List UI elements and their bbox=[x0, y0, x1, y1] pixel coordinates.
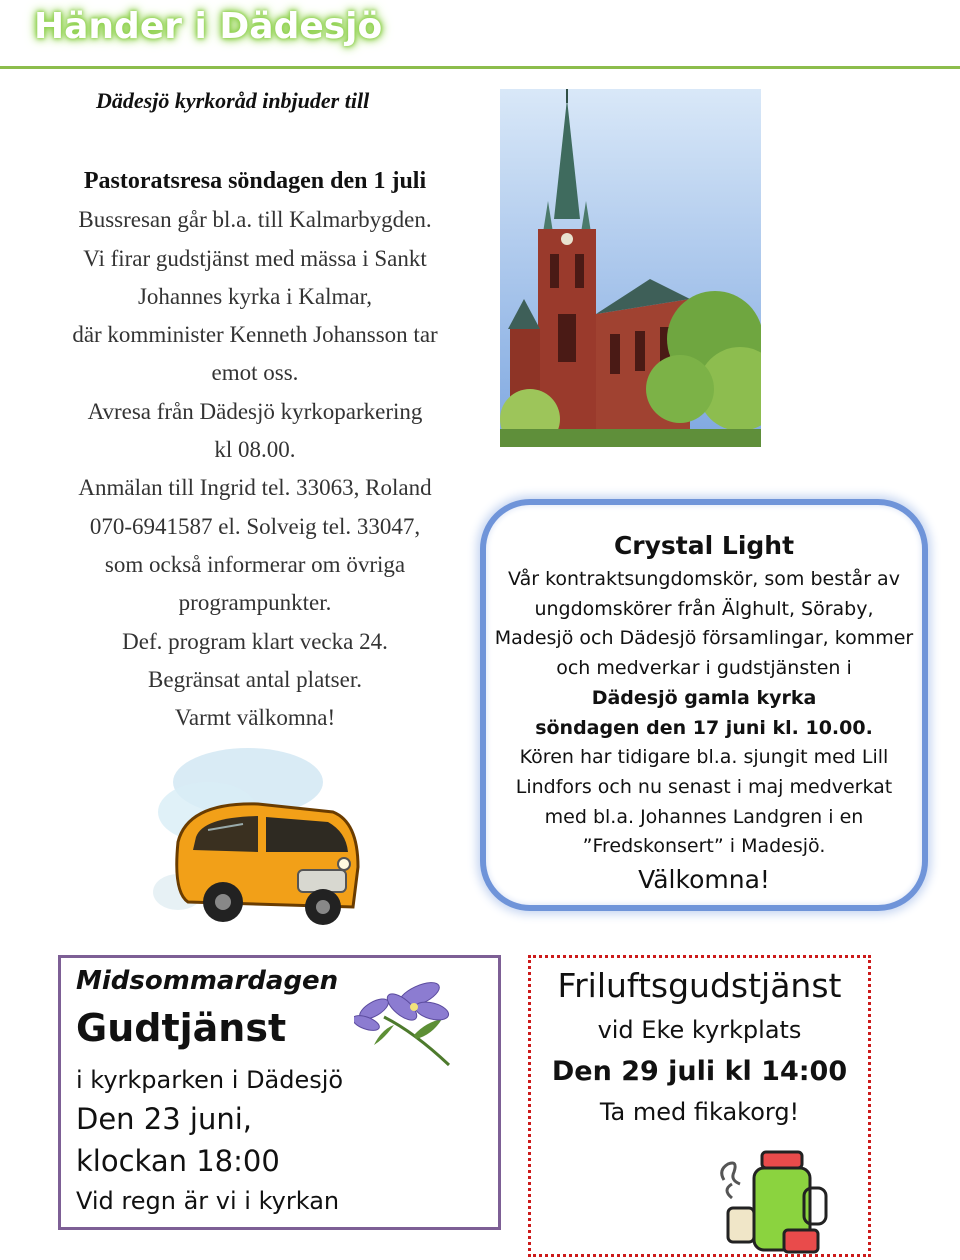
trip-line: 070-6941587 el. Solveig tel. 33047, bbox=[89, 513, 421, 539]
crystal-line: och medverkar i gudstjänsten i bbox=[556, 657, 852, 680]
crystal-line: Kören har tidigare bl.a. sjungit med Lill bbox=[519, 746, 889, 769]
trip-line: kl 08.00. bbox=[214, 437, 296, 463]
crystal-title: Crystal Light bbox=[613, 531, 795, 560]
midsommar-place: i kyrkparken i Dädesjö bbox=[76, 1066, 344, 1094]
midsommar-heading: Gudtjänst bbox=[76, 1006, 287, 1050]
trip-line: emot oss. bbox=[211, 360, 299, 386]
trip-line: Anmälan till Ingrid tel. 33063, Roland bbox=[78, 475, 432, 501]
crystal-light-box bbox=[480, 499, 928, 911]
header-divider bbox=[0, 66, 960, 69]
midsommar-rain-note: Vid regn är vi i kyrkan bbox=[76, 1187, 340, 1215]
trip-line: Bussresan går bl.a. till Kalmarbygden. bbox=[78, 207, 432, 233]
bus-illustration bbox=[148, 742, 368, 932]
midsommar-date: Den 23 juni, bbox=[76, 1102, 252, 1136]
trip-line: Vi firar gudstjänst med mässa i Sankt bbox=[83, 245, 427, 271]
friluft-date: Den 29 juli kl 14:00 bbox=[551, 1056, 848, 1087]
crystal-body bbox=[482, 565, 926, 895]
crystal-line: Vår kontraktsungdomskör, som består av bbox=[508, 568, 900, 590]
crystal-line: ungdomskörer från Älghult, Söraby, bbox=[534, 597, 874, 620]
church-photo bbox=[500, 89, 761, 447]
flower-icon bbox=[354, 977, 464, 1072]
trip-line: Varmt välkomna! bbox=[174, 705, 336, 731]
trip-line: där komminister Kenneth Johansson tar bbox=[72, 322, 438, 348]
trip-line: Def. program klart vecka 24. bbox=[122, 628, 388, 654]
thermos-icon bbox=[714, 1150, 834, 1255]
crystal-line: med bl.a. Johannes Landgren i en bbox=[544, 805, 864, 828]
trip-line: Begränsat antal platser. bbox=[148, 666, 362, 692]
trip-line: Avresa från Dädesjö kyrkoparkering bbox=[87, 398, 423, 424]
trip-title: Pastoratsresa söndagen den 1 juli bbox=[83, 168, 427, 194]
trip-line: som också informerar om övriga bbox=[104, 551, 406, 577]
page-title: Händer i Dädesjö bbox=[34, 6, 383, 47]
crystal-line: Lindfors och nu senast i maj medverkat bbox=[515, 775, 893, 798]
invite-line: Dädesjö kyrkoråd inbjuder till bbox=[96, 88, 370, 113]
crystal-line: Madesjö och Dädesjö församlingar, kommer bbox=[494, 627, 914, 650]
crystal-venue: Dädesjö gamla kyrka bbox=[591, 686, 817, 709]
crystal-date: söndagen den 17 juni kl. 10.00. bbox=[535, 716, 873, 739]
trip-announcement bbox=[40, 162, 470, 737]
crystal-welcome: Välkomna! bbox=[638, 865, 770, 895]
midsommar-day: Midsommardagen bbox=[76, 966, 339, 996]
crystal-line: ”Fredskonsert” i Madesjö. bbox=[582, 835, 826, 858]
friluft-title: Friluftsgudstjänst bbox=[557, 966, 842, 1005]
friluft-place: vid Eke kyrkplats bbox=[597, 1016, 802, 1044]
midsommar-time: klockan 18:00 bbox=[76, 1144, 280, 1178]
trip-line: programpunkter. bbox=[178, 590, 332, 616]
friluft-note: Ta med fikakorg! bbox=[599, 1098, 800, 1126]
trip-line: Johannes kyrka i Kalmar, bbox=[137, 283, 373, 309]
